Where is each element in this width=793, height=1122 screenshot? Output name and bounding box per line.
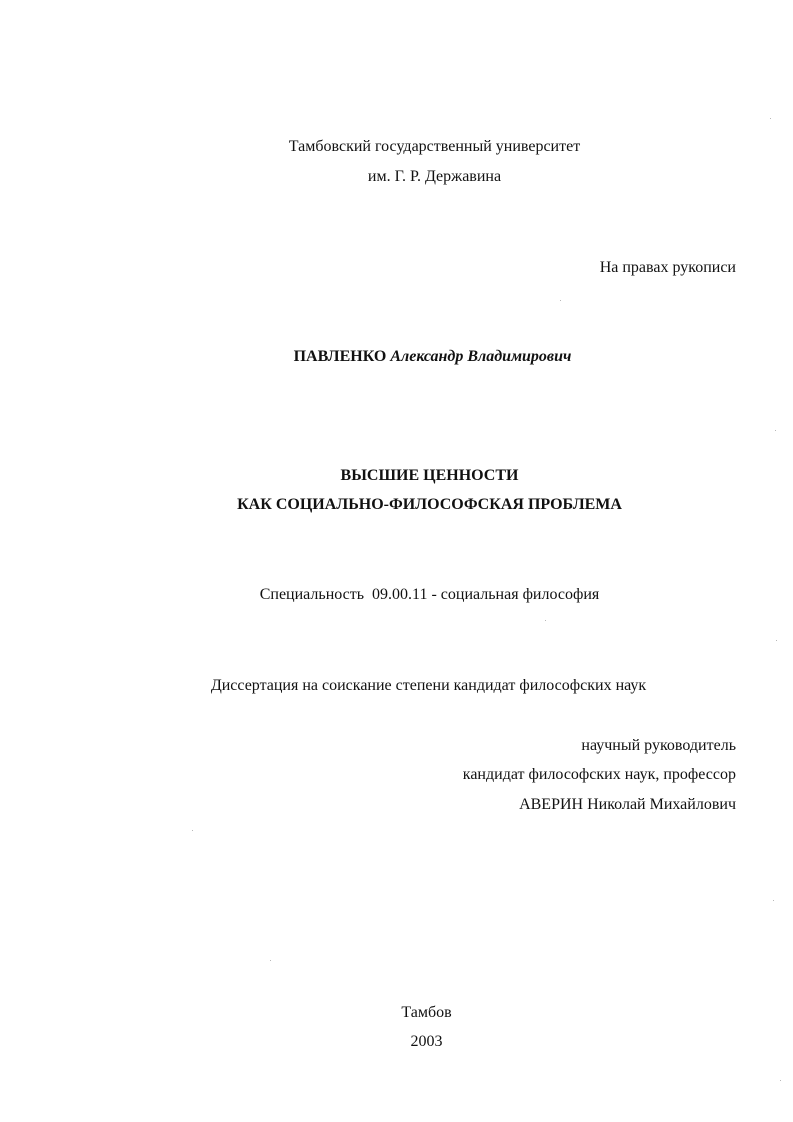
scan-speck — [775, 430, 776, 431]
scan-speck — [545, 620, 546, 621]
supervisor-role: научный руководитель — [581, 737, 736, 754]
supervisor-degree: кандидат философских наук, профессор — [462, 766, 736, 783]
city: Тамбов — [401, 1004, 452, 1021]
author-name — [36, 347, 793, 367]
author-given-names: Александр Владимирович — [390, 348, 572, 365]
scan-speck — [770, 118, 771, 119]
dissertation-description: Диссертация на соискание степени кандидат философских наук — [210, 677, 647, 694]
scan-speck — [780, 1080, 781, 1081]
university-name: Тамбовский государственный университет — [288, 138, 581, 155]
scan-speck — [192, 830, 193, 831]
scan-speck — [773, 900, 774, 901]
supervisor-name: АВЕРИН Николай Михайлович — [519, 796, 736, 813]
manuscript-note: На правах рукописи — [599, 259, 736, 276]
author-surname: ПАВЛЕНКО — [293, 348, 387, 365]
scan-speck — [270, 960, 271, 961]
university-honorific: им. Г. Р. Державина — [367, 168, 502, 185]
dissertation-title-line-1: ВЫСШИЕ ЦЕННОСТИ — [340, 467, 519, 484]
year: 2003 — [410, 1033, 443, 1050]
dissertation-title-line-2: КАК СОЦИАЛЬНО-ФИЛОСОФСКАЯ ПРОБЛЕМА — [237, 496, 622, 513]
scan-speck — [560, 300, 561, 301]
scan-speck — [776, 640, 777, 641]
specialty: Специальность 09.00.11 - социальная философия — [259, 586, 600, 603]
